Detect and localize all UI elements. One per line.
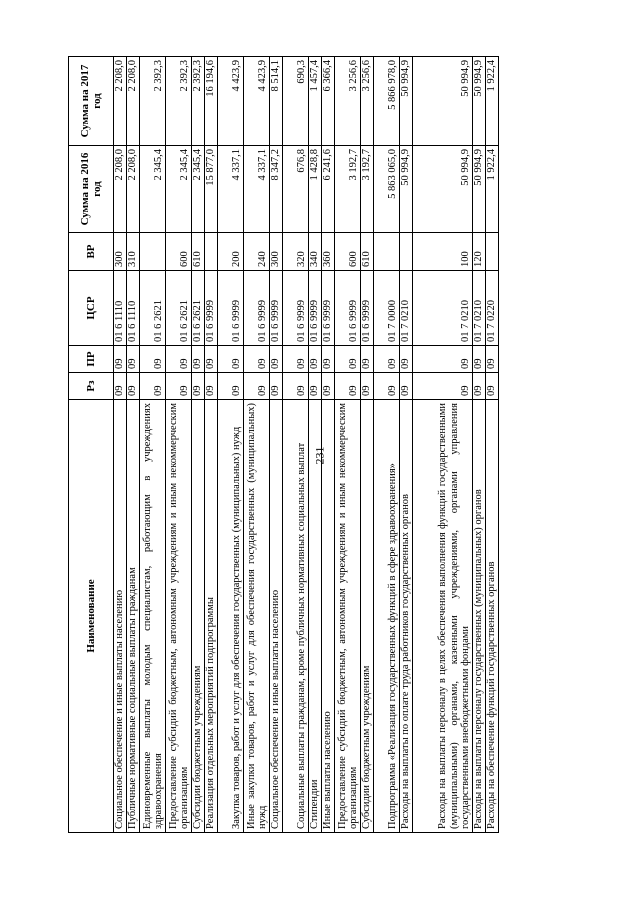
row-sum-2017: 4 423,9 [218, 57, 244, 146]
row-rz: 09 [140, 373, 166, 400]
header-vr: ВР [69, 233, 114, 271]
row-sum-2016: 50 994,9 [413, 146, 473, 233]
row-pr: 09 [335, 346, 361, 373]
table-row [322, 57, 335, 833]
header-name: Наименование [69, 400, 114, 833]
rotated-page-content [68, 57, 552, 833]
row-vr: 600 [166, 233, 192, 271]
row-name: Предоставление субсидий бюджетным, автономным учреждениям и иным некоммерческим организациям [166, 400, 192, 833]
row-rz: 09 [218, 373, 244, 400]
row-name: Стипендии [309, 400, 322, 833]
row-name: Субсидии бюджетным учреждениям [192, 400, 205, 833]
table-row [205, 57, 218, 833]
row-csr: 01 7 0000 [374, 271, 400, 346]
row-sum-2016: 8 347,2 [270, 146, 283, 233]
budget-table [68, 56, 499, 833]
row-sum-2017: 2 392,3 [140, 57, 166, 146]
header-rz: Рз [69, 373, 114, 400]
row-csr: 01 6 2621 [192, 271, 205, 346]
row-sum-2016: 4 337,1 [244, 146, 270, 233]
row-rz: 09 [283, 373, 309, 400]
row-vr [374, 233, 400, 271]
row-vr: 300 [114, 233, 127, 271]
row-name: Публичные нормативные социальные выплаты гражданам [127, 400, 140, 833]
row-rz: 09 [309, 373, 322, 400]
table-row [413, 57, 473, 833]
row-name: Социальные выплаты гражданам, кроме публичных нормативных социальных выплат [283, 400, 309, 833]
row-rz: 09 [270, 373, 283, 400]
row-name: Расходы на выплаты персоналу в целях обеспечения выполнения функций государственными (муниципальными) органами, казенными учреждениями, органами управления государственными внебюджетными фондами [413, 400, 473, 833]
row-sum-2016: 15 877,0 [205, 146, 218, 233]
header-pr: ПР [69, 346, 114, 373]
row-sum-2017: 2 392,3 [166, 57, 192, 146]
row-csr: 01 6 9999 [283, 271, 309, 346]
row-name: Расходы на выплаты персоналу государственных (муниципальных) органов [473, 400, 486, 833]
row-rz: 09 [205, 373, 218, 400]
table-row [374, 57, 400, 833]
table-body [114, 57, 499, 833]
row-name: Реализация отдельных мероприятий подпрограммы [205, 400, 218, 833]
row-name: Иные выплаты населению [322, 400, 335, 833]
row-name: Предоставление субсидий бюджетным, автономным учреждениям и иным некоммерческим организациям [335, 400, 361, 833]
row-rz: 09 [192, 373, 205, 400]
row-vr [400, 233, 413, 271]
table-row [361, 57, 374, 833]
row-pr: 09 [309, 346, 322, 373]
row-name: Социальное обеспечение и иные выплаты населению [270, 400, 283, 833]
row-sum-2017: 5 866 978,0 [374, 57, 400, 146]
row-vr [140, 233, 166, 271]
row-vr: 200 [218, 233, 244, 271]
row-pr: 09 [322, 346, 335, 373]
row-pr: 09 [140, 346, 166, 373]
row-sum-2016: 2 345,4 [166, 146, 192, 233]
row-name: Иные закупки товаров, работ и услуг для обеспечения государственных (муниципальных) нужд [244, 400, 270, 833]
row-sum-2017: 16 194,6 [205, 57, 218, 146]
row-rz: 09 [335, 373, 361, 400]
row-sum-2017: 4 423,9 [244, 57, 270, 146]
row-csr: 01 6 9999 [244, 271, 270, 346]
row-vr [486, 233, 499, 271]
row-sum-2016: 3 192,7 [335, 146, 361, 233]
row-pr: 09 [283, 346, 309, 373]
row-pr: 09 [127, 346, 140, 373]
row-sum-2016: 2 208,0 [127, 146, 140, 233]
row-csr: 01 6 9999 [309, 271, 322, 346]
row-rz: 09 [166, 373, 192, 400]
row-csr: 01 6 2621 [166, 271, 192, 346]
table-header-row [69, 57, 114, 833]
row-name: Расходы на обеспечение функций государственных органов [486, 400, 499, 833]
row-pr: 09 [473, 346, 486, 373]
row-vr: 610 [361, 233, 374, 271]
row-vr: 340 [309, 233, 322, 271]
table-row [335, 57, 361, 833]
row-csr: 01 6 9999 [335, 271, 361, 346]
row-sum-2017: 50 994,9 [473, 57, 486, 146]
row-pr: 09 [486, 346, 499, 373]
row-csr: 01 7 0210 [473, 271, 486, 346]
row-rz: 09 [374, 373, 400, 400]
header-sum-2017: Сумма на 2017 год [69, 57, 114, 146]
row-csr: 01 6 9999 [270, 271, 283, 346]
row-name: Подпрограмма «Реализация государственных функций в сфере здравоохранения» [374, 400, 400, 833]
row-sum-2017: 3 256,6 [361, 57, 374, 146]
row-vr: 120 [473, 233, 486, 271]
row-csr: 01 6 9999 [218, 271, 244, 346]
header-csr: ЦСР [69, 271, 114, 346]
row-pr: 09 [244, 346, 270, 373]
row-csr: 01 6 2621 [140, 271, 166, 346]
row-rz: 09 [486, 373, 499, 400]
table-row [270, 57, 283, 833]
row-sum-2016: 50 994,9 [400, 146, 413, 233]
page-number: 231 [312, 446, 327, 465]
table-row [473, 57, 486, 833]
table-row [192, 57, 205, 833]
row-sum-2016: 2 345,4 [140, 146, 166, 233]
row-pr: 09 [270, 346, 283, 373]
row-name: Расходы на выплаты по оплате труда работников государственных органов [400, 400, 413, 833]
row-sum-2017: 8 514,1 [270, 57, 283, 146]
row-pr: 09 [218, 346, 244, 373]
row-csr: 01 6 1110 [114, 271, 127, 346]
table-row [486, 57, 499, 833]
row-sum-2017: 1 457,4 [309, 57, 322, 146]
row-sum-2016: 50 994,9 [473, 146, 486, 233]
row-name: Закупка товаров, работ и услуг для обеспечения государственных (муниципальных) нужд [218, 400, 244, 833]
row-csr: 01 6 9999 [322, 271, 335, 346]
row-vr: 600 [335, 233, 361, 271]
row-pr: 09 [374, 346, 400, 373]
row-sum-2016: 676,8 [283, 146, 309, 233]
table-row [283, 57, 309, 833]
row-rz: 09 [473, 373, 486, 400]
row-csr: 01 7 0210 [400, 271, 413, 346]
row-vr: 300 [270, 233, 283, 271]
row-sum-2017: 50 994,9 [400, 57, 413, 146]
row-csr: 01 7 0210 [413, 271, 473, 346]
row-sum-2017: 6 366,4 [322, 57, 335, 146]
row-vr: 240 [244, 233, 270, 271]
row-vr: 610 [192, 233, 205, 271]
row-rz: 09 [244, 373, 270, 400]
row-pr: 09 [192, 346, 205, 373]
row-pr: 09 [400, 346, 413, 373]
row-sum-2017: 2 208,0 [114, 57, 127, 146]
row-csr: 01 7 0220 [486, 271, 499, 346]
row-name: Социальное обеспечение и иные выплаты населению [114, 400, 127, 833]
row-name: Единовременные выплаты молодым специалистам, работающим в учреждениях здравоохранения [140, 400, 166, 833]
row-sum-2016: 6 241,6 [322, 146, 335, 233]
row-csr: 01 6 1110 [127, 271, 140, 346]
row-sum-2016: 2 208,0 [114, 146, 127, 233]
row-rz: 09 [413, 373, 473, 400]
row-vr: 360 [322, 233, 335, 271]
row-sum-2017: 690,3 [283, 57, 309, 146]
row-rz: 09 [400, 373, 413, 400]
row-vr: 320 [283, 233, 309, 271]
table-row [114, 57, 127, 833]
row-pr: 09 [166, 346, 192, 373]
row-sum-2016: 3 192,7 [361, 146, 374, 233]
row-rz: 09 [361, 373, 374, 400]
row-pr: 09 [114, 346, 127, 373]
table-row [400, 57, 413, 833]
header-sum-2016: Сумма на 2016 год [69, 146, 114, 233]
row-vr [205, 233, 218, 271]
row-sum-2016: 4 337,1 [218, 146, 244, 233]
table-row [244, 57, 270, 833]
row-rz: 09 [127, 373, 140, 400]
table-row [166, 57, 192, 833]
table-row [127, 57, 140, 833]
row-sum-2017: 2 208,0 [127, 57, 140, 146]
row-csr: 01 6 9999 [361, 271, 374, 346]
row-sum-2016: 1 922,4 [486, 146, 499, 233]
row-sum-2016: 2 345,4 [192, 146, 205, 233]
row-sum-2017: 2 392,3 [192, 57, 205, 146]
row-sum-2016: 1 428,8 [309, 146, 322, 233]
table-row [218, 57, 244, 833]
row-sum-2016: 5 863 065,0 [374, 146, 400, 233]
row-rz: 09 [114, 373, 127, 400]
row-vr: 310 [127, 233, 140, 271]
row-rz: 09 [322, 373, 335, 400]
row-sum-2017: 1 922,4 [486, 57, 499, 146]
row-name: Субсидии бюджетным учреждениям [361, 400, 374, 833]
row-pr: 09 [361, 346, 374, 373]
row-csr: 01 6 9999 [205, 271, 218, 346]
table-row [140, 57, 166, 833]
row-pr: 09 [413, 346, 473, 373]
row-pr: 09 [205, 346, 218, 373]
row-vr: 100 [413, 233, 473, 271]
row-sum-2017: 3 256,6 [335, 57, 361, 146]
table-row [309, 57, 322, 833]
row-sum-2017: 50 994,9 [413, 57, 473, 146]
